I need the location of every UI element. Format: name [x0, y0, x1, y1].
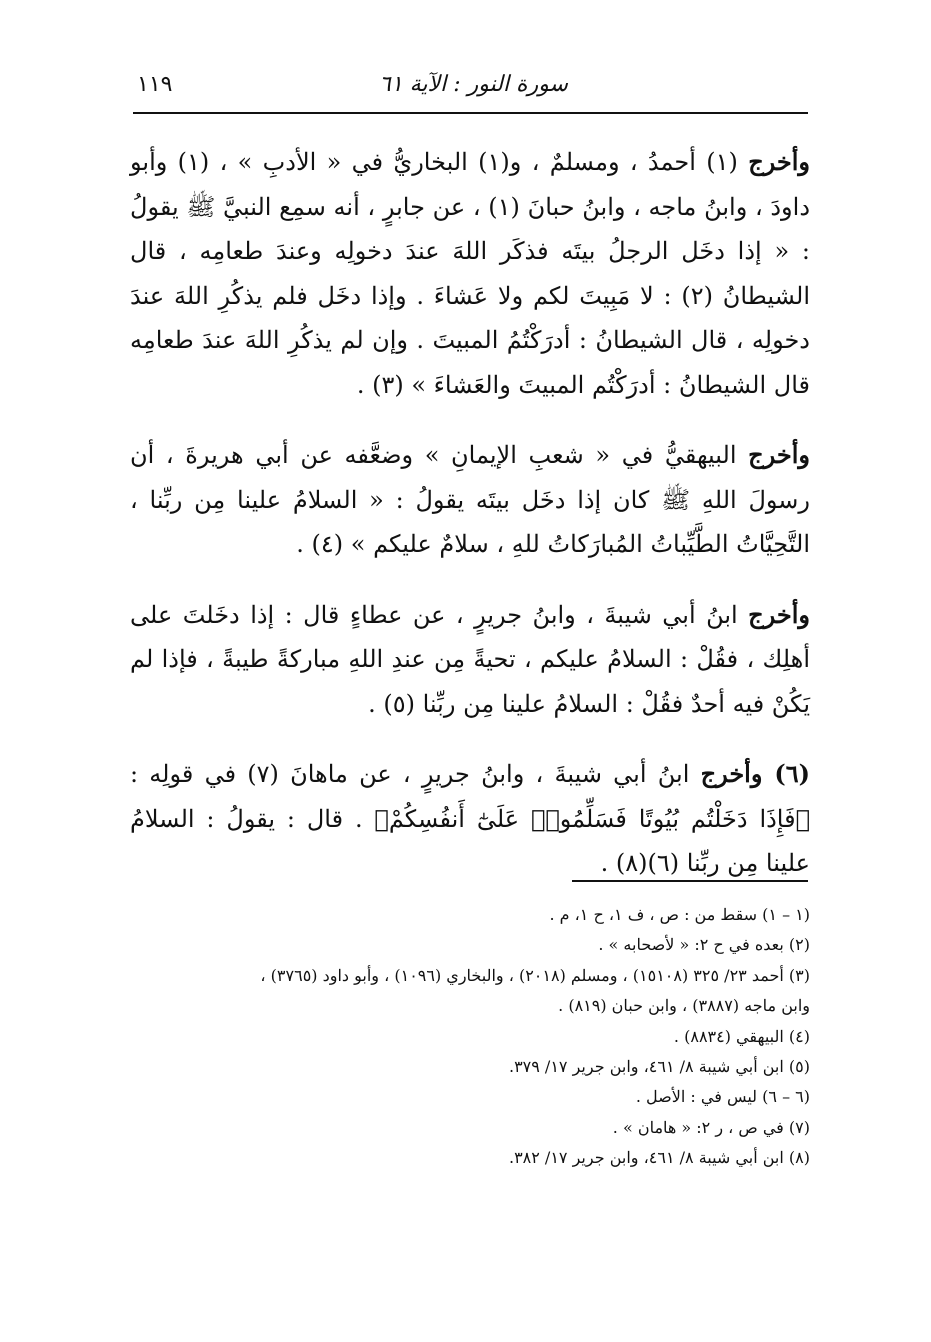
footnote: وابن ماجه (٣٨٨٧) ، وابن حبان (٨١٩) . [558, 996, 810, 1016]
footnotes [130, 900, 810, 1174]
paragraph-lead: وأخرج [748, 440, 810, 469]
footnote: (٦ – ٦) ليس في : الأصل . [635, 1087, 810, 1107]
paragraph-text: (١) أحمدُ ، ومسلمٌ ، و(١) البخاريُّ في « الأدبِ » ، (١) وأبو داودَ ، وابنُ ماجه ، وابنُ حبانَ (١) ، عن جابرٍ ، أنه سمِع النبيَّ ﷺ يقولُ : « إذا دخَل الرجلُ بيتَه فذكَر اللهَ عندَ دخولِه وعندَ طعامِه ، قال الشيطانُ (٢) : لا مَبِيتَ لكم ولا عَشاءَ . وإذا دخَل فلم يذكُرِ اللهَ عندَ دخولِه ، قال الشيطانُ : أدرَكْتُمُ المبيتَ . وإن لم يذكُرِ اللهَ عندَ طعامِه قال الشيطانُ : أدرَكْتُم المبيتَ والعَشاءَ » (٣) . [130, 148, 811, 399]
footnote: (٨) ابن أبي شيبة ٨/ ٤٦١، وابن جرير ١٧/ ٣٨٢. [508, 1148, 810, 1168]
running-header [133, 62, 808, 106]
footnote: (٧) في ص ، ر ٢: « هامان » . [612, 1117, 810, 1137]
running-title: سورة النور : الآية ٦١ [379, 72, 568, 97]
footnote: (٣) أحمد ٢٣/ ٣٢٥ (١٥١٠٨) ، ومسلم (٢٠١٨) ، والبخاري (١٠٩٦) ، وأبو داود (٣٧٦٥) ، [260, 965, 810, 985]
paragraph-lead: وأخرج [748, 599, 810, 629]
paragraph-text: ابنُ أبي شيبةَ ، وابنُ جريرٍ ، عن ماهانَ (٧) في قولِه : ﴿فَإِذَا دَخَلْتُم بُيُوتًا فَسَلِّمُوا۟ عَلَىٰٓ أَنفُسِكُمْ﴾ . قال : يقولُ : السلامُ علينا مِن ربِّنا (٦)(٨) . [130, 760, 810, 877]
header-rule [133, 112, 808, 114]
footnote: (١ – ١) سقط من : ص ، ف ١، ح ١، م . [549, 905, 810, 924]
footnote: (٤) البيهقي (٨٨٣٤) . [673, 1026, 810, 1046]
paragraph-text: ابنُ أبي شيبةَ ، وابنُ جريرٍ ، عن عطاءٍ قال : إذا دخَلتَ على أهلِك ، فقُلْ : السلامُ عليكم ، تحيةً مِن عندِ اللهِ مباركةً طيبةً ، فإذا لم يَكُنْ فيه أحدٌ فقُلْ : السلامُ علينا مِن ربِّنا (٥) . [130, 600, 810, 718]
paragraph [130, 752, 810, 886]
footnote: (٥) ابن أبي شيبة ٨/ ٤٦١، وابن جرير ١٧/ ٣٧٩. [508, 1057, 810, 1077]
page-number: ١١٩ [137, 72, 173, 97]
footnote-separator [572, 880, 808, 882]
paragraph [130, 140, 810, 407]
paragraph [130, 433, 810, 567]
paragraph [130, 593, 810, 727]
paragraph-lead: وأخرج [748, 147, 811, 176]
paragraph-lead: (٦) وأخرج [700, 759, 810, 788]
main-text [130, 140, 810, 912]
footnote: (٢) بعده في ح ٢: « لأصحابه » . [598, 935, 810, 955]
paragraph-text: البيهقيُّ في « شعبِ الإيمانِ » وضعَّفه عن أبي هريرةَ ، أن رسولَ اللهِ ﷺ كان إذا دخَل بيتَه يقولُ : « السلامُ علينا مِن ربِّنا ، التَّحِيَّاتُ الطَّيِّباتُ المُبارَكاتُ للهِ ، سلامٌ عليكم » (٤) . [130, 441, 810, 558]
